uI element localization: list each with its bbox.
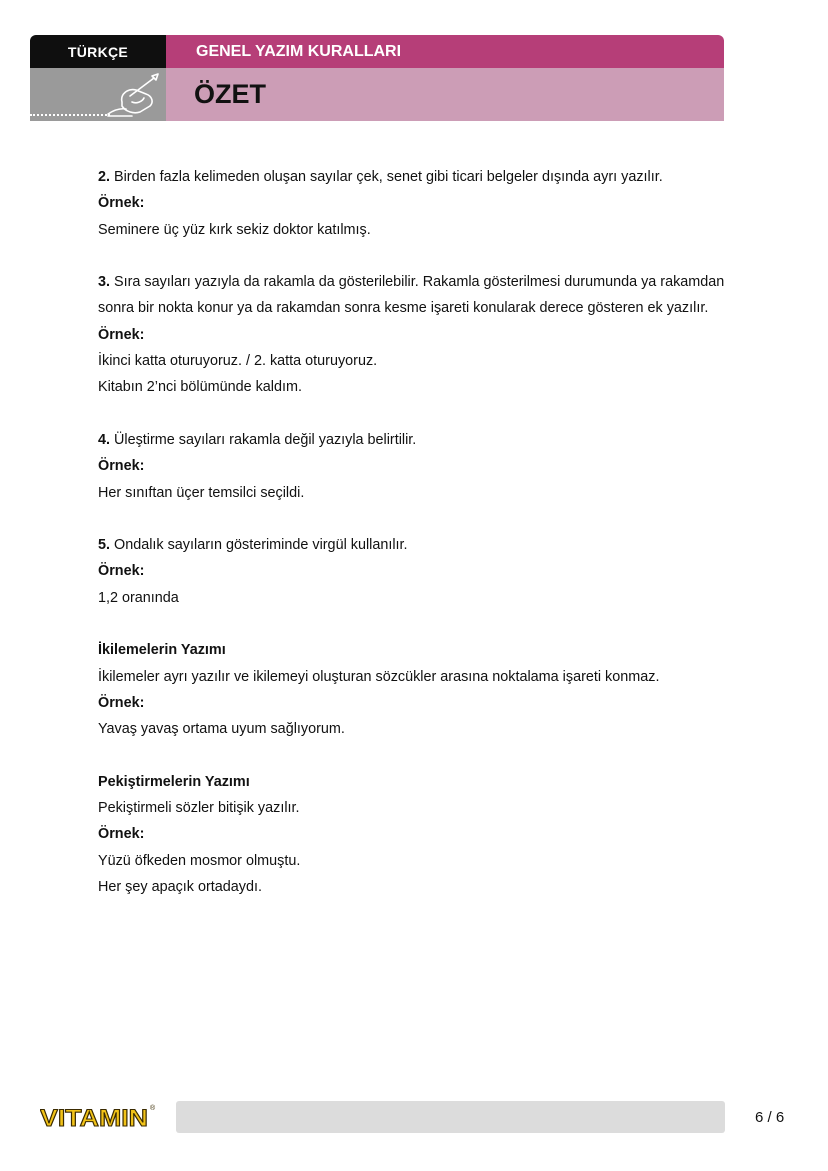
rule-text: 4. Üleştirme sayıları rakamla değil yazıyla belirtilir. [98,431,417,448]
rule-3 [98,269,738,400]
rule-number: 2. [98,169,111,185]
example-line: Yüzü öfkeden mosmor olmuştu. [98,852,301,869]
example-label: Örnek: [98,195,145,212]
example-line: Her sınıftan üçer temsilci seçildi. [98,484,305,501]
example-line: Yavaş yavaş ortama uyum sağlıyorum. [98,721,345,738]
topic-title: GENEL YAZIM KURALLARI [196,42,402,60]
rule-text: 3. Sıra sayıları yazıyla da rakamla da gösterilebilir. Rakamla gösterilmesi durumunda ya rakamdan sonra bir nokta konur ya da rakamdan sonra kesme işareti konularak derece gösteren ek yazılır. [98,274,725,317]
example-label: Örnek: [98,326,145,343]
dotted-line [30,114,110,116]
section-title: ÖZET [194,79,266,109]
rule-number: 3. [98,274,111,291]
vitamin-logo [40,1100,158,1134]
section-pekistirmeler [98,769,738,900]
example-line: 1,2 oranında [98,589,179,606]
spacer [98,401,738,427]
logo-text: VITAMIN [40,1105,148,1132]
example-line: Seminere üç yüz kırk sekiz doktor katılmış. [98,221,371,238]
example-label: Örnek: [98,563,145,580]
section-heading: İkilemelerin Yazımı [98,642,226,659]
summary-content [98,164,738,900]
rule-4 [98,427,738,506]
rule-text: 2. Birden fazla kelimeden oluşan sayılar çek, senet gibi ticari belgeler dışında ayrı yazılır. [98,169,663,185]
example-line: Her şey apaçık ortadaydı. [98,879,262,896]
example-line: İkinci katta oturuyoruz. / 2. katta oturuyoruz. [98,353,378,370]
rule-number: 4. [98,431,111,448]
example-label: Örnek: [98,826,145,843]
section-heading: Pekiştirmelerin Yazımı [98,773,250,790]
svg-text:®: ® [150,1105,156,1112]
page-header [30,35,724,121]
writing-hand-icon [102,72,166,120]
rule-text: 5. Ondalık sayıların gösteriminde virgül kullanılır. [98,537,408,554]
rule-number: 5. [98,537,111,554]
spacer [98,743,738,769]
topic-bar [166,35,724,68]
spacer [98,243,738,269]
section-bar [166,68,724,121]
page-number: 6 / 6 [755,1109,785,1126]
subject-label-box [30,35,166,68]
example-label: Örnek: [98,458,145,475]
example-label: Örnek: [98,694,145,711]
spacer [98,506,738,532]
footer-bar [176,1101,725,1133]
spacer [98,611,738,637]
subject-label: TÜRKÇE [67,43,129,60]
example-line: Kitabın 2’nci bölümünde kaldım. [98,379,302,396]
section-text: İkilemeler ayrı yazılır ve ikilemeyi oluşturan sözcükler arasına noktalama işareti konmaz. [98,668,660,685]
section-ikilemeler [98,637,738,742]
section-text: Pekiştirmeli sözler bitişik yazılır. [98,800,300,817]
rule-5 [98,532,738,611]
rule-2 [98,164,738,243]
header-illustration [30,68,166,121]
